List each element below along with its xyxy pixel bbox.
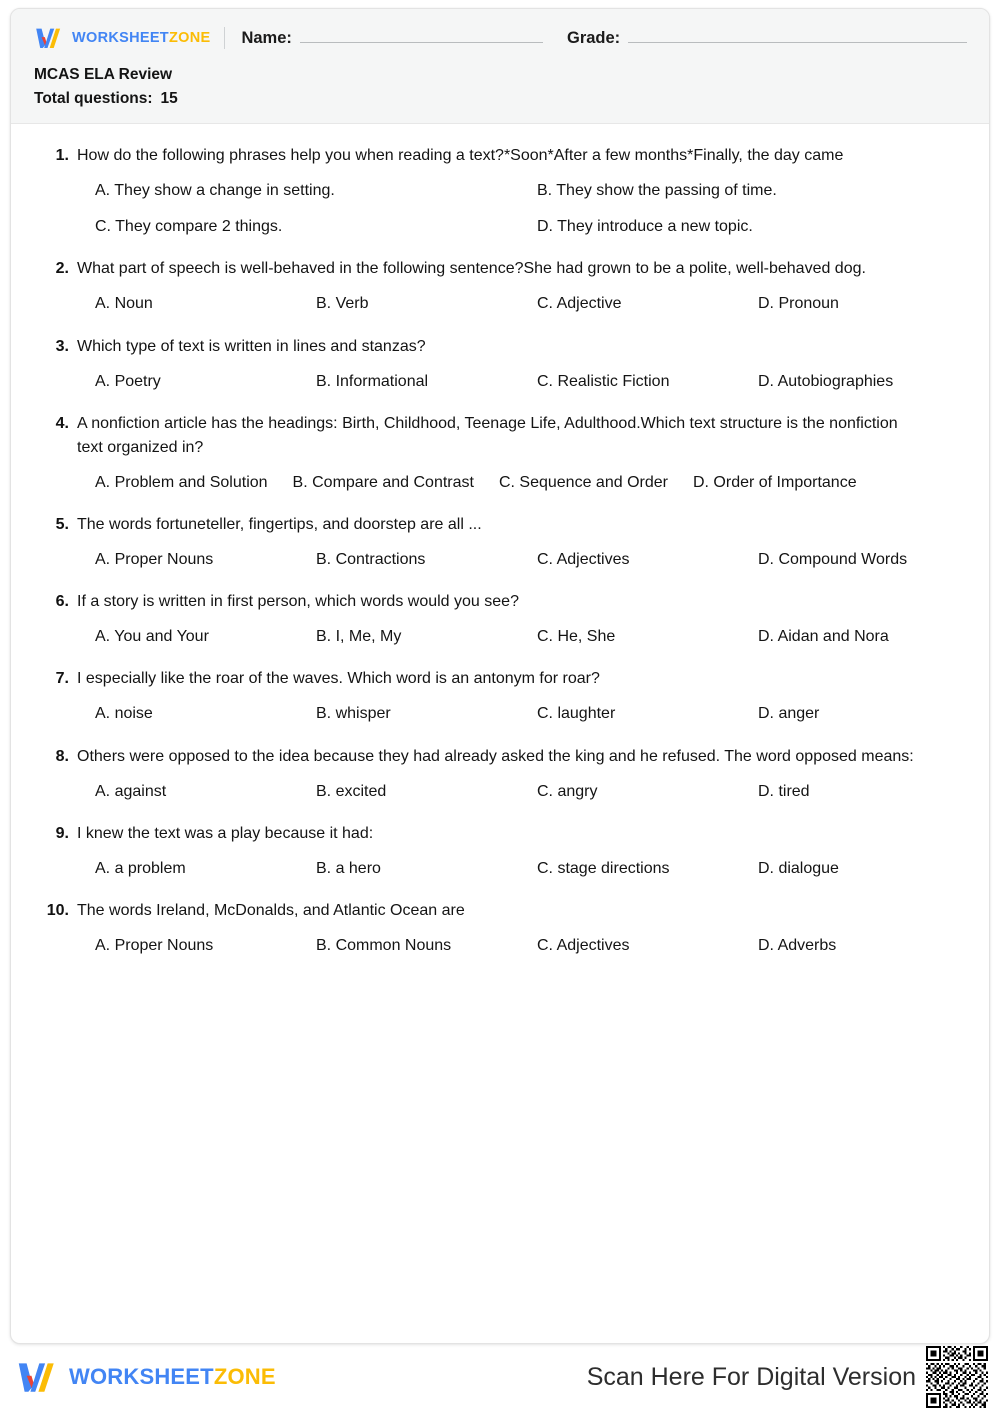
question-number: 3. — [55, 337, 69, 355]
question-head — [35, 745, 965, 769]
option-b[interactable]: B. excited — [316, 782, 387, 800]
question-item — [35, 667, 965, 725]
option-b[interactable]: B. Informational — [316, 372, 429, 390]
question-text: If a story is written in first person, which words would you see? — [77, 593, 519, 611]
footer-brand-text — [69, 1364, 276, 1390]
question-item — [35, 257, 965, 315]
question-item — [35, 590, 965, 648]
worksheet-card — [10, 8, 990, 1344]
total-questions-value: 15 — [160, 90, 178, 108]
option-b[interactable]: B. Compare and Contrast — [292, 473, 474, 491]
question-head — [35, 590, 965, 614]
question-item — [35, 822, 965, 880]
question-item — [35, 513, 965, 571]
question-head — [35, 899, 965, 923]
question-item — [35, 335, 965, 393]
question-options — [35, 857, 965, 880]
question-number: 10. — [46, 901, 69, 919]
question-head — [35, 335, 965, 359]
option-d[interactable]: D. dialogue — [758, 859, 839, 877]
question-text: Which type of text is written in lines and stanzas? — [77, 337, 426, 355]
option-d[interactable]: D. tired — [758, 782, 810, 800]
total-questions-label: Total questions: — [34, 90, 153, 108]
brand-word-worksheet: WORKSHEET — [72, 30, 169, 46]
qr-code-icon[interactable] — [926, 1346, 988, 1408]
option-b[interactable]: B. Verb — [316, 295, 369, 313]
question-number: 9. — [55, 824, 69, 842]
option-b[interactable]: B. I, Me, My — [316, 628, 402, 646]
question-options — [35, 292, 965, 315]
option-row — [95, 179, 965, 202]
question-number: 7. — [55, 670, 69, 688]
option-d[interactable]: D. Autobiographies — [758, 372, 894, 390]
question-text: I knew the text was a play because it had: — [77, 824, 374, 842]
option-a[interactable]: A. Noun — [95, 295, 153, 313]
question-number: 2. — [55, 260, 69, 278]
option-c[interactable]: C. angry — [537, 782, 598, 800]
question-head — [35, 144, 965, 168]
option-c[interactable]: C. stage directions — [537, 859, 670, 877]
page-footer — [0, 1344, 1000, 1414]
option-d[interactable]: D. They introduce a new topic. — [537, 218, 753, 236]
question-options — [35, 370, 965, 393]
option-b[interactable]: B. Common Nouns — [316, 936, 452, 954]
question-text: What part of speech is well-behaved in the following sentence?She had grown to be a polite, well-behaved dog. — [77, 260, 866, 278]
option-c[interactable]: C. He, She — [537, 628, 616, 646]
question-text: How do the following phrases help you when reading a text?*Soon*After a few months*Finally, the day came — [77, 147, 844, 165]
option-a[interactable]: A. Poetry — [95, 372, 161, 390]
question-options — [35, 780, 965, 803]
option-c[interactable]: C. They compare 2 things. — [95, 218, 283, 236]
header-top-row — [33, 23, 967, 53]
footer-brand-word-zone: ZONE — [213, 1364, 276, 1389]
option-a[interactable]: A. against — [95, 782, 167, 800]
option-c[interactable]: C. laughter — [537, 705, 616, 723]
question-options — [35, 702, 965, 725]
question-item — [35, 899, 965, 957]
worksheet-header — [11, 9, 989, 124]
option-a[interactable]: A. noise — [95, 705, 153, 723]
option-c[interactable]: C. Adjectives — [537, 550, 630, 568]
header-brand — [33, 25, 210, 51]
question-text: The words Ireland, McDonalds, and Atlantic Ocean are — [77, 901, 465, 919]
question-text: Others were opposed to the idea because they had already asked the king and he refused. The word opposed means: — [77, 747, 914, 765]
header-brand-text — [72, 30, 210, 46]
option-d[interactable]: D. Adverbs — [758, 936, 837, 954]
question-options — [35, 548, 965, 571]
question-number: 8. — [55, 747, 69, 765]
question-head — [35, 667, 965, 691]
question-options — [35, 471, 965, 494]
question-item — [35, 144, 965, 238]
worksheetzone-w-logo-icon — [14, 1358, 58, 1396]
option-a[interactable]: A. Problem and Solution — [95, 473, 268, 491]
worksheet-title: MCAS ELA Review — [34, 66, 173, 83]
footer-scan-area — [587, 1346, 988, 1408]
question-head — [35, 822, 965, 846]
questions-list — [11, 124, 989, 957]
footer-brand — [14, 1358, 276, 1396]
grade-label: Grade: — [567, 29, 621, 47]
name-input-line[interactable] — [300, 28, 543, 43]
question-text: I especially like the roar of the waves. Which word is an antonym for roar? — [77, 670, 600, 688]
option-b[interactable]: B. They show the passing of time. — [537, 182, 777, 200]
brand-word-zone: ZONE — [168, 30, 211, 46]
question-number: 4. — [55, 414, 69, 432]
scan-label: Scan Here For Digital Version — [586, 1362, 916, 1391]
question-number: 1. — [55, 147, 69, 165]
grade-field[interactable] — [567, 28, 967, 48]
option-c[interactable]: C. Sequence and Order — [498, 473, 668, 491]
option-d[interactable]: D. anger — [758, 705, 820, 723]
question-item — [35, 412, 965, 494]
header-meta — [33, 63, 967, 111]
option-b[interactable]: B. a hero — [316, 859, 381, 877]
option-c[interactable]: C. Adjective — [537, 295, 622, 313]
option-d[interactable]: D. Compound Words — [758, 550, 908, 568]
grade-input-line[interactable] — [628, 28, 967, 43]
name-label: Name: — [241, 29, 292, 47]
worksheetzone-w-logo-icon — [33, 25, 63, 51]
question-head — [35, 513, 965, 537]
option-a[interactable]: A. You and Your — [95, 628, 209, 646]
question-head — [35, 412, 965, 460]
question-number: 5. — [55, 515, 69, 533]
option-d[interactable]: D. Order of Importance — [692, 473, 857, 491]
option-d[interactable]: D. Aidan and Nora — [758, 628, 889, 646]
option-row — [95, 215, 965, 238]
option-b[interactable]: B. whisper — [316, 705, 391, 723]
footer-brand-word-worksheet: WORKSHEET — [69, 1364, 214, 1389]
question-head — [35, 257, 965, 281]
option-c[interactable]: C. Realistic Fiction — [537, 372, 670, 390]
option-c[interactable]: C. Adjectives — [537, 936, 630, 954]
option-b[interactable]: B. Contractions — [316, 550, 426, 568]
option-a[interactable]: A. Proper Nouns — [95, 550, 214, 568]
option-a[interactable]: A. They show a change in setting. — [95, 182, 335, 200]
question-options — [35, 179, 965, 238]
question-options — [35, 934, 965, 957]
question-options — [35, 625, 965, 648]
question-number: 6. — [55, 593, 69, 611]
question-item — [35, 745, 965, 803]
name-field[interactable] — [241, 28, 543, 48]
question-text: The words fortuneteller, fingertips, and doorstep are all ... — [77, 515, 482, 533]
total-questions — [34, 87, 967, 111]
header-divider — [224, 27, 225, 49]
option-a[interactable]: A. Proper Nouns — [95, 936, 214, 954]
option-a[interactable]: A. a problem — [95, 859, 186, 877]
question-text: A nonfiction article has the headings: Birth, Childhood, Teenage Life, Adulthood.Which text structure is the nonfiction text organized in? — [77, 414, 898, 456]
option-d[interactable]: D. Pronoun — [758, 295, 839, 313]
